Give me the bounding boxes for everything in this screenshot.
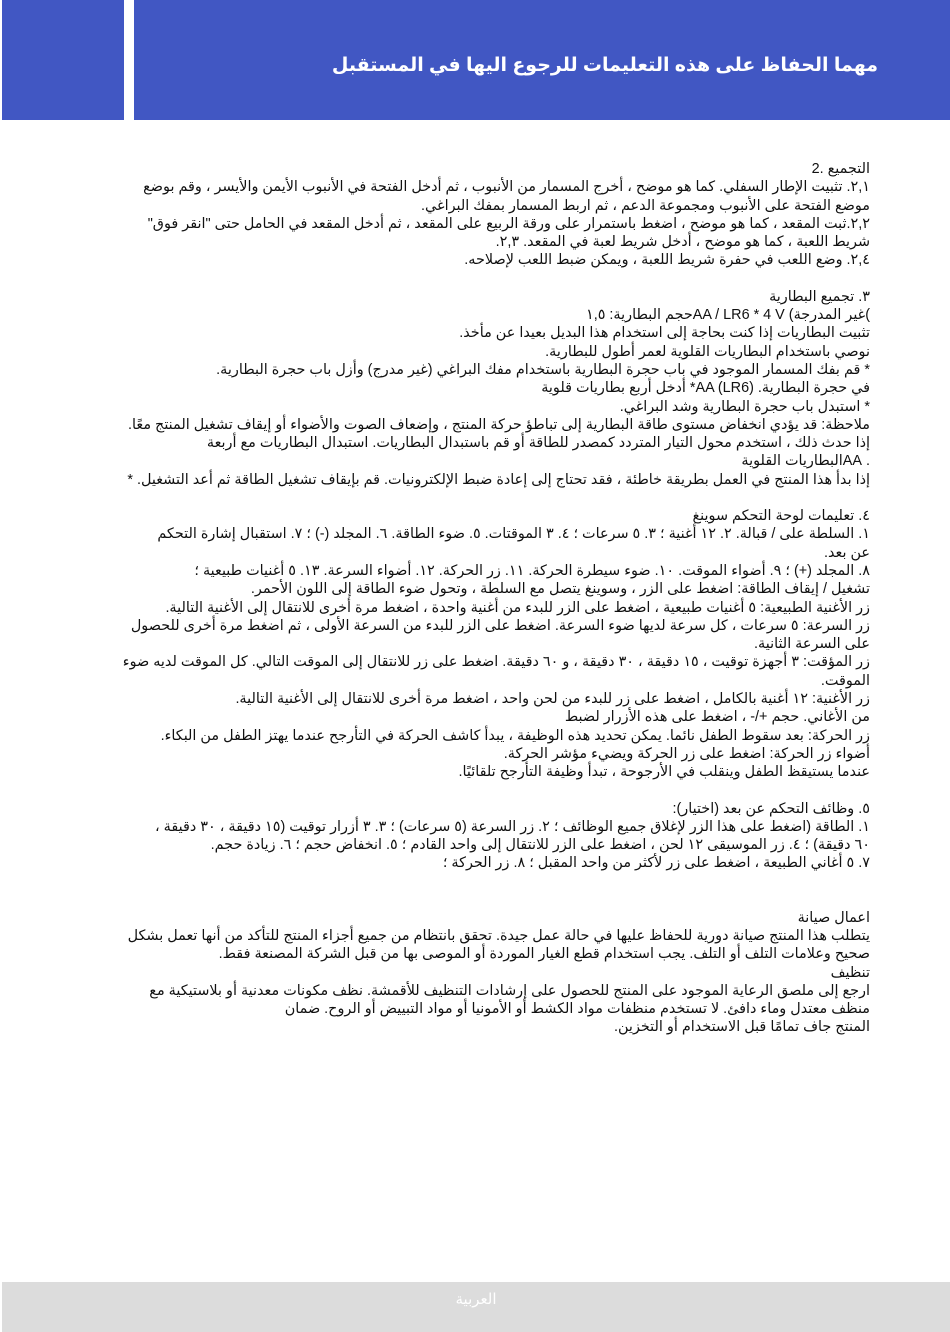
- section-heading: ٤. تعليمات لوحة التحكم سوينغ: [692, 508, 870, 525]
- paragraph-line: ملاحظة: قد يؤدي انخفاض مستوى طاقة البطارية إلى تباطؤ حركة المنتج ، وإضعاف الصوت والأضواء أو إيقاف تشغيل المنتج معًا.: [128, 416, 870, 433]
- paragraph-line: زر الأغنية: ١٢ أغنية بالكامل ، اضغط على زر للبدء من لحن واحد ، اضغط مرة أخرى للانتقال إلى الأغنية التالية.: [235, 691, 870, 708]
- paragraph-line: تشغيل / إيقاف الطاقة: اضغط على الزر ، وسوينغ يتصل مع السلطة ، وتحول ضوء الطاقة إلى اللون الأحمر.: [250, 581, 870, 598]
- paragraph-line: * استبدل باب حجرة البطارية وشد البراغي.: [619, 398, 870, 415]
- paragraph-line: ٢,٤. وضع اللعب في حفرة شريط اللعبة ، ويمكن ضبط اللعب لإصلاحه.: [464, 252, 870, 269]
- paragraph-line: إذا حدث ذلك ، استخدم محول التيار المتردد كمصدر للطاقة أو قم باستبدال البطاريات. استبدال البطاريات مع أربعة: [206, 435, 870, 452]
- paragraph-line: ارجع إلى ملصق الرعاية الموجود على المنتج للحصول على إرشادات التنظيف للأقمشة. نظف مكونات معدنية أو بلاستيكية مع: [149, 982, 870, 999]
- section-remote-control: [60, 800, 870, 873]
- paragraph-line: زر السرعة: ٥ سرعات ، كل سرعة لديها ضوء السرعة. اضغط على الزر للبدء من السرعة الأولى ، ثم اضغط مرة أخرى للحصول: [130, 617, 870, 634]
- section-maintenance: [60, 909, 870, 1037]
- paragraph-line: الموقت.: [820, 672, 870, 689]
- page-title: مهما الحفاظ على هذه التعليمات للرجوع اليها في المستقبل: [331, 55, 878, 76]
- paragraph-line: )غير المدرجة) AA / LR6 * 4 Vحجم البطارية: ١,٥: [585, 307, 870, 324]
- section-heading: اعمال صيانة: [797, 909, 870, 926]
- paragraph-line: أضواء زر الحركة: اضغط على زر الحركة ويضيء مؤشر الحركة.: [503, 745, 870, 762]
- paragraph-line: . AAالبطاريات القلوية: [741, 453, 870, 470]
- section-heading: التجميع .2: [811, 161, 870, 177]
- paragraph-line: ٢,١. تثبيت الإطار السفلي. كما هو موضح ، أخرج المسمار من الأنبوب ، ثم أدخل الفتحة في الأنبوب الأيمن والأيسر ، وقم بوضع: [143, 179, 870, 196]
- section-control-panel: [60, 507, 870, 781]
- paragraph-line: ٧. ٥ أغاني الطبيعة ، اضغط على زر لأكثر من واحد المقبل ؛ ٨. زر الحركة ؛: [442, 855, 870, 872]
- paragraph-line: على السرعة الثانية.: [754, 636, 870, 653]
- paragraph-line: ١. الطاقة (اضغط على هذا الزر لإغلاق جميع الوظائف ؛ ٢. زر السرعة (٥ سرعات) ؛ ٣. ٣ أزرار توقيت (١٥ دقيقة ، ٣٠ دقيقة ،: [155, 818, 870, 835]
- page-footer: [2, 1282, 950, 1332]
- subsection-heading: تنظيف: [830, 964, 870, 981]
- paragraph-line: تثبيت البطاريات إذا كنت بحاجة إلى استخدام هذا البديل بعيدا عن مأخذ.: [459, 325, 870, 342]
- paragraph-line: المنتج جاف تمامًا قبل الاستخدام أو التخزين.: [613, 1019, 870, 1036]
- section-battery: [60, 288, 870, 489]
- paragraph-line: من الأغاني. حجم +/- ، اضغط على هذه الأزرار لضبط: [564, 709, 870, 726]
- paragraph-line: ٦٠ دقيقة) ؛ ٤. زر الموسيقى ١٢ لحن ، اضغط على الزر للانتقال إلى واحد القادم ؛ ٥. انخفاض حجم ؛ ٦. زيادة حجم.: [210, 837, 870, 854]
- paragraph-line: عندما يستيقظ الطفل وينقلب في الأرجوحة ، تبدأ وظيفة التأرجح تلقائيًا.: [458, 764, 870, 781]
- document-body: [60, 160, 870, 1055]
- paragraph-line: ٨. المجلد (+) ؛ ٩. أضواء الموقت. ١٠. ضوء سيطرة الحركة. ١١. زر الحركة. ١٢. أضواء السرعة. ١٣. ٥ أغنيات طبيعية ؛: [194, 562, 870, 579]
- paragraph-line: ١. السلطة على / قبالة. ٢. ١٢ أغنية ؛ ٣. ٥ سرعات ؛ ٤. ٣ الموقتات. ٥. ضوء الطاقة. ٦. المجلد (-) ؛ ٧. استقبال إشارة التحكم: [157, 526, 870, 543]
- paragraph-line: في حجرة البطارية. AA (LR6)* أدخل أربع بطاريات قلوية: [541, 380, 870, 397]
- paragraph-line: منظف معتدل وماء دافئ. لا تستخدم منظفات مواد الكشط أو الأمونيا أو مواد التبييض أو الروح. ضمان: [284, 1001, 870, 1018]
- paragraph-line: زر الأغنية الطبيعية: ٥ أغنيات طبيعية ، اضغط على الزر للبدء من أغنية واحدة ، اضغط مرة أخرى للانتقال إلى الأغنية التالية.: [165, 599, 870, 616]
- paragraph-line: ٢,٢.ثبت المقعد ، كما هو موضح ، اضغط باستمرار على ورقة الربيع على المقعد ، ثم أدخل المقعد في الحامل حتى "انقر فوق": [147, 215, 870, 232]
- paragraph-line: شريط اللعبة ، كما هو موضح ، أدخل شريط لعبة في المقعد. ٢,٣.: [495, 234, 870, 251]
- section-heading: ٣. تجميع البطارية: [769, 288, 870, 305]
- paragraph-line: زر الحركة: بعد سقوط الطفل نائما. يمكن تحديد هذه الوظيفة ، يبدأ كاشف الحركة في التأرجح عندما يهتز الطفل من البكاء.: [160, 727, 870, 744]
- paragraph-line: موضع الفتحة على الأنبوب ومجموعة الدعم ، ثم اربط المسمار بمفك البراغي.: [421, 197, 870, 214]
- paragraph-line: عن بعد.: [823, 544, 870, 561]
- section-heading: ٥. وظائف التحكم عن بعد (اختيار):: [672, 800, 870, 817]
- header-banner: [134, 0, 950, 120]
- paragraph-line: * قم بفك المسمار الموجود في باب حجرة البطارية باستخدام مفك البراغي (غير مدرج) وأزل باب حجرة البطارية.: [216, 361, 870, 378]
- paragraph-line: إذا بدأ هذا المنتج في العمل بطريقة خاطئة ، فقد تحتاج إلى إعادة ضبط الإلكترونيات. قم بإيقاف تشغيل الطاقة ثم أعد التشغيل. *: [127, 471, 870, 488]
- paragraph-line: صحيح وعلامات التلف أو التلف. يجب استخدام قطع الغيار الموردة أو الموصى بها من قبل الشركة المصنعة فقط.: [218, 946, 870, 963]
- language-label: العربية: [455, 1291, 497, 1308]
- section-assembly: [60, 160, 870, 270]
- paragraph-line: يتطلب هذا المنتج صيانة دورية للحفاظ عليها في حالة عمل جيدة. تحقق بانتظام من جميع أجزاء المنتج للتأكد من أنها تعمل بشكل: [127, 927, 870, 944]
- header-side-block: [2, 0, 124, 120]
- paragraph-line: نوصي باستخدام البطاريات القلوية لعمر أطول للبطارية.: [545, 343, 870, 360]
- paragraph-line: زر المؤقت: ٣ أجهزة توقيت ، ١٥ دقيقة ، ٣٠ دقيقة ، و ٦٠ دقيقة. اضغط على زر للانتقال إلى الموقت التالي. كل الموقت لديه ضوء: [122, 654, 870, 671]
